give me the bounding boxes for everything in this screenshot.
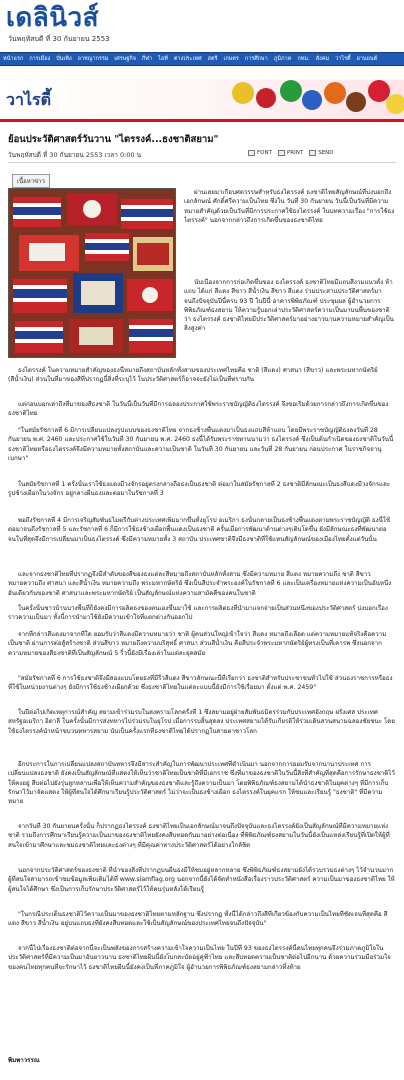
section-banner: [0, 80, 404, 122]
candy-graphic: [324, 82, 346, 104]
main-nav: [0, 52, 404, 66]
article-photo: [8, 188, 176, 358]
candy-graphic: [256, 88, 276, 108]
site-logo[interactable]: เดลินิวส์: [6, 3, 99, 33]
candy-graphic: [232, 82, 254, 104]
paragraph: แต่ก่อนบอกเล่าถึงที่มาของสีธงชาติ ในวันนี้เป็นวันที่มีการฉลองประกาศใช้พระราชบัญญัติธงไตรรงค์ จึงขอเริ่มด้วยการกล่าวถึงการเกิดขึ้นของธงชาติไทย: [8, 401, 389, 418]
font-button[interactable]: [248, 150, 272, 156]
mail-icon: [309, 150, 316, 156]
candy-graphic: [346, 92, 366, 112]
masthead: [0, 0, 404, 62]
nav-item[interactable]: วาไรตี้: [335, 56, 351, 62]
nav-item[interactable]: เกษตร: [223, 56, 239, 62]
nav-item[interactable]: อาชญากรรม: [77, 56, 109, 62]
paragraph: อีกประการในการเปลี่ยนแปลงสถาบันทหารจึงมีสาระสำคัญในการพัฒนาประเทศที่ดำเนินมา นอกจากการยอมรับจากนานาประเทศ การเปลี่ยนแปลงธงชาติ ยังคงเป็นสัญลักษณ์ที่แสดงให้เห็นว่าชาติไทยเป็นชาติที่มีเอกราช ซึ่งที่มาของธงชาติในวันนี้สิ่งที่สำคัญที่สุดคือการรักษาธงชาติไว้ให้คงอยู่ สืบต่อไปยังรุ่นลูกหลานเพื่อให้เห็นความสำคัญของธงชาติและรู้ถึงความเป็นมา โดยพิพิธภัณฑ์ธงสยามได้นำธงชาติในยุคต่างๆ ที่มีการเก็บรักษาไว้มาจัดแสดง ให้ผู้ที่สนใจได้ศึกษาเรียนรู้ประวัติศาสตร์ ไม่ว่าจะเป็นธงช้างเผือก ธงไตรรงค์ในยุคแรก ให้ชมและเรียนรู้ "ธงชาติ" ที่มีความหมาย: [8, 761, 395, 806]
font-label: FONT: [257, 150, 272, 156]
nav-item[interactable]: การศึกษา: [244, 56, 268, 62]
candy-graphic: [302, 90, 322, 110]
paragraph: นอกจากประวัติศาสตร์ของธงชาติ ที่นำของสิ่งที่ปรากฏบนผืนธงมีให้ชมอยู่หลากหลาย ซึ่งพิพิธภัณฑ์ธงสยามยังได้รวบรวมธงต่างๆ ไว้จำนวนมาก ผู้ที่สนใจสามารถเข้าชมข้อมูลเพิ่มเติมได้ที่ www.siamflag.org นอกจากนี้ยังได้จัดทำหนังสือเรื่องราวประวัติศาสตร์ ความเป็นมาของธงชาติไทย ให้ผู้สนใจได้ศึกษา ซึ่งเป็นการเก็บรักษาประวัติศาสตร์ไว้ให้คนรุ่นหลังได้เรียนรู้: [8, 867, 395, 893]
nav-item[interactable]: ไอที: [158, 56, 168, 62]
nav-item[interactable]: ยานยนต์: [356, 56, 378, 62]
nav-item[interactable]: ต่างประเทศ: [173, 56, 202, 62]
paragraph: "ในสมัยรัชกาลที่ 6 มีการเปลี่ยนแปลงรูปแบบของธงชาติไทย จากธงช้างพื้นแดงมาเป็นธงแถบสีห้าแถบ โดยมีพระราชบัญญัติธงลงวันที่ 28 กันยายน พ.ศ. 2460 และประกาศใช้ในวันที่ 30 กันยายน พ.ศ. 2460 ธงนี้ได้รับพระราชทานนามว่า ธงไตรรงค์ ซึ่งเป็นต้นกำเนิดของธงชาติในวันนี้ ธงชาติไทยหรือธงไตรรงค์จึงมีความหมายทั้งสถาบันและความเป็นชาติ ในวันที่ 30 กันยายน และวันที่ 28 กันยายน ก่อนประกาศ ในราชกิจจานุเบกษา": [8, 427, 394, 462]
send-label: SEND: [318, 150, 334, 156]
article-tools: [248, 150, 334, 156]
nav-item[interactable]: กทม.: [297, 56, 310, 62]
paragraph: และจากธงชาติไทยที่ปรากฏจึงมีลำดับของสีของธงแต่ละสีหมายถึงสถาบันหลักทั้งสาม ซึ่งมีความหมาย สีแดง หมายความถึง ชาติ สีขาว หมายความถึง ศาสนา และสีน้ำเงิน หมายความถึง พระมหากษัตริย์ ซึ่งเป็นสีประจำพระองค์ในรัชกาลที่ 6 และเป็นเครื่องหมายแห่งความเป็นอันหนึ่งอันเดียวกันของชาติ ศาสนาและพระมหากษัตริย์ เป็นสัญลักษณ์แห่งความสามัคคีของคนในชาติ: [8, 571, 392, 597]
paragraph: "ในกรณีประเด็นธงชาติไว้ความเป็นมาของธงชาติไทยตามหลักฐาน ซึ่งปรากฏ ทั้งนี้ได้กล่าวถึงสีที่เกี่ยวข้องกับความเป็นไทยที่ชัดเจนที่สุดคือ สีแดง สีขาว สีน้ำเงิน อยู่บนแถบธงที่ยังคงสืบทอดและใช้เป็นสัญลักษณ์ของประเทศไทยจนถึงปัจจุบัน": [8, 911, 388, 928]
divider: [8, 162, 396, 163]
section-title: วาไรตี้: [6, 90, 51, 109]
candy-graphic: [280, 80, 302, 102]
nav-item[interactable]: ภูมิภาค: [273, 56, 292, 62]
paragraph: ผ่านเลยมาเกือบศตวรรษสำหรับธงไตรรงค์ ธงชาติไทยสัญลักษณ์ที่บ่งบอกถึงเอกลักษณ์ ศักดิ์ศรีความเป็นไทย ซึ่งใน วันที่ 30 กันยายน วันนี้เป็นวันที่มีความหมายสำคัญด้วยเป็นวันที่มีการประกาศใช้ธงไตรรงค์ ในบทความเรื่อง "การใช้ธงไตรรงค์" นอกจากกล่าวถึงการเกิดขึ้นของธงชาติไทย: [184, 189, 395, 224]
nav-item[interactable]: กีฬา: [141, 56, 153, 62]
nav-item[interactable]: บันเทิง: [56, 56, 72, 62]
paragraph: "สมัยรัชกาลที่ 6 การใช้ธงชาติจึงมีสองแบบโดยธงที่มีริ้วสีแดง สีขาวลักษณะนี้ที่เรียกว่า ธงชาติสำหรับประชาชนทั่วไปใช้ ส่วนธงราชการหรือธงที่ใช้ในหน่วยงานต่างๆ ยังมีการใช้ธงช้างเผือกด้วย ซึ่งธงชาติไทยในแต่ละแบบนี้ยังมีการใช้เรื่อยมา ตั้งแต่ พ.ศ. 2459": [8, 675, 393, 692]
nav-item[interactable]: เศรษฐกิจ: [114, 56, 136, 62]
nav-item[interactable]: หน้าแรก: [3, 56, 24, 62]
nav-item[interactable]: สตรี: [207, 56, 218, 62]
paragraph: ในปีต่อไปเกิดเหตุการณ์สำคัญ สยามเข้าร่วมรบในสงครามโลกครั้งที่ 1 ซึ่งสยามอยู่ฝ่ายสัมพันธมิตรร่วมกับประเทศอังกฤษ ฝรั่งเศส ประเทศสหรัฐอเมริกา อิตาลี ในครั้งนั้นมีการส่งทหารไปร่วมรบในยุโรป เมื่อการรบสิ้นสุดลง ประเทศสยามได้รับเกียรติให้ร่วมเดินสวนสนามฉลองชัยชนะ โดยใช้ธงไตรรงค์นำหน้าขบวนทหารสยาม นับเป็นครั้งแรกที่ธงชาติไทยได้ปรากฏในสายตาชาวโลก: [8, 709, 395, 735]
paragraph: นับเนื่องจากการก่อเกิดขึ้นของ ธงไตรรงค์ ธงชาติไทยมีแถบสีงามแนวตั้ง ห้าแถบ ได้แก่ สีแดง สีขาว สีน้ำเงิน สีขาว สีแดง ร่วมประสานประวัติศาสตร์มาจนถึงปัจจุบันปีนี้ครบ 93 ปี ในปีนี้ อาคารพิพิธภัณฑ์ ประชุมผล ผู้อำนวยการพิพิธภัณฑ์ธงสยาม ให้ความรู้บอกเล่าประวัติศาสตร์ความเป็นมาบนพื้นของชาติว่า ธงไตรรงค์ ธงชาติไทยมีประวัติศาสตร์มาอย่างยาวนานความหมายสำคัญเป็นสิ่งสูงค่า: [184, 279, 394, 333]
print-button[interactable]: [278, 150, 303, 156]
article-title: ย้อนประวัติศาสตร์วันวาน "ไตรรงค์...ธงชาติสยาม": [8, 134, 219, 145]
print-icon: [278, 150, 285, 156]
article-meta: วันพฤหัสบดี ที่ 30 กันยายน 2553 เวลา 0:00 น: [8, 151, 142, 159]
nav-item[interactable]: การเมือง: [29, 56, 51, 62]
paragraph: จากวันที่ 30 กันยายนครั้งนั้น ก็ปรากฏธงไตรรงค์ ธงชาติไทยเป็นเอกลักษณ์มาจนถึงปัจจุบันและธงไตรรงค์ยังเป็นสัญลักษณ์ที่มีความหมายแห่งชาติ รวมถึงการศึกษาเรียนรู้ความเป็นมาของธงชาติไทยยังคงสืบทอดกันมาอย่างต่อเนื่อง ที่พิพิธภัณฑ์ธงสยามในวันนี้ยังเป็นแหล่งเรียนรู้ที่เปิดให้ผู้ที่สนใจเข้ามาศึกษาและชมธงชาติไทยและธงต่างๆ ที่มีคุณค่าทางประวัติศาสตร์ได้อย่างใกล้ชิด: [8, 823, 390, 849]
flags-photo-graphic: [9, 189, 176, 358]
paragraph: พอถึงรัชกาลที่ 4 มีการเจริญสัมพันธไมตรีกับต่างประเทศเพิ่มมากขึ้นทั้งยุโรป อเมริกา ธงนั้นกลายเป็นธงช้างพื้นแดงตามพระราชบัญญัติ ธงนี้ใช้ต่อมาจนถึงรัชกาลที่ 5 และรัชกาลที่ 6 ก็มีการใช้ธงช้างเผือกพื้นแดงเป็นธงชาติ ครั้นเมื่อการพัฒนาด้านต่างๆเติบโตขึ้น ยังมีลักษณะธงที่พัฒนาต่อ จนในที่สุดจึงมีการเปลี่ยนมาเป็นธงไตรรงค์ ซึ่งมีความหมายทั้ง 3 สถาบัน ประเทศชาติจึงมีธงชาติที่ใช้แทนสัญลักษณ์ของเมืองไทยตั้งแต่วันนั้น: [8, 517, 391, 543]
send-button[interactable]: [309, 150, 333, 156]
paragraph: จากที่กล่าวสีแดงมาจากที่ใด ยอมรับว่าสีแดงมีความหมายว่า ชาติ ผู้คนส่วนใหญ่เข้าใจว่า สีแดง หมายถึงเลือด แต่ความหมายแท้จริงคือความเป็นชาติ ผ่านการต่อสู้สร้างชาติ ส่วนสีขาว หมายถึงความบริสุทธิ์ ศาสนา ส่วนสีน้ำเงิน คือสีประจำพระมหากษัตริย์ผู้ทรงเป็นที่เคารพ ซึ่งนอกจากความหมายของสีธงชาติที่เป็นสัญลักษณ์ 5 ริ้วนี้ยังมีเรื่องเล่าในแต่ละยุคสมัย: [8, 631, 387, 657]
dateline: วันพฤหัสบดี ที่ 30 กันยายน 2553: [8, 35, 110, 43]
print-label: PRINT: [286, 150, 304, 156]
font-icon: [248, 150, 255, 156]
paragraph: ในสมัยรัชกาลที่ 1 ครั้งนั้นเราใช้ธงแดงมีวงจักรอยู่ตรงกลางถือธงเป็นธงชาติ ต่อมาในสมัยรัชกาลที่ 2 ธงชาติมีลักษณะเป็นธงสีแดงมีวงจักรและรูปช้างเผือกในวงจักร อยู่กลางผืนธงและต่อมาในรัชกาลที่ 3: [8, 481, 391, 498]
nav-item[interactable]: สังคม: [315, 56, 330, 62]
author-byline: พิมพาวรรณ: [8, 1057, 40, 1064]
paragraph: ในครั้งนั้นชาวบ้านบางพื้นที่ก็ยังคงมีการผลิตธงของตนเองขึ้นมาใช้ และการผลิตธงที่นำมาแจกจ่ายเป็นส่วนหนึ่งของประวัติศาสตร์ บ่งบอกเรื่องราวความเป็นมา ทั้งนี้การนำมาใช้ยังมีความเข้าใจที่แตกต่างกันออกไป: [8, 605, 388, 622]
candy-graphic: [386, 94, 404, 114]
content-tab[interactable]: เนื้อหาข่าว: [12, 174, 50, 188]
paragraph: จากนี้ไปเรื่องธงชาติต่อจากนี้จะเป็นพลังของการสร้างความเข้าใจความเป็นไทย ในปีที่ 93 ของธงไตรรงค์นี้คนไทยทุกคนจึงร่วมภาคภูมิใจในประวัติศาสตร์ที่มีความเป็นมาอันยาวนาน ธงชาติไทยผืนนี้ยังโบกสะบัดอยู่คู่ฟ้าไทย และสืบทอดความเป็นชาติต่อไปอีกนาน ด้วยความร่วมมือร่วมใจของคนไทยทุกคนที่จะรักษาไว้ ธงชาติไทยผืนนี้ยังคงเป็นที่ภาคภูมิใจ ผู้อำนวยการพิพิธภัณฑ์ธงสยามกล่าวทิ้งท้าย: [8, 945, 391, 971]
paragraph: ธงไตรรงค์ ในความหมายสำคัญของธงนี้หมายถึงสถาบันหลักทั้งสามของประเทศไทยคือ ชาติ (สีแดง) ศาสนา (สีขาว) และพระมหากษัตริย์ (สีน้ำเงิน) ส่วนในที่มาของสีที่ปรากฏนี้สิ่งที่ระบุไว้ ในประวัติศาสตร์ก็อาจจะยังไม่เป็นที่ทราบกัน: [8, 367, 378, 384]
